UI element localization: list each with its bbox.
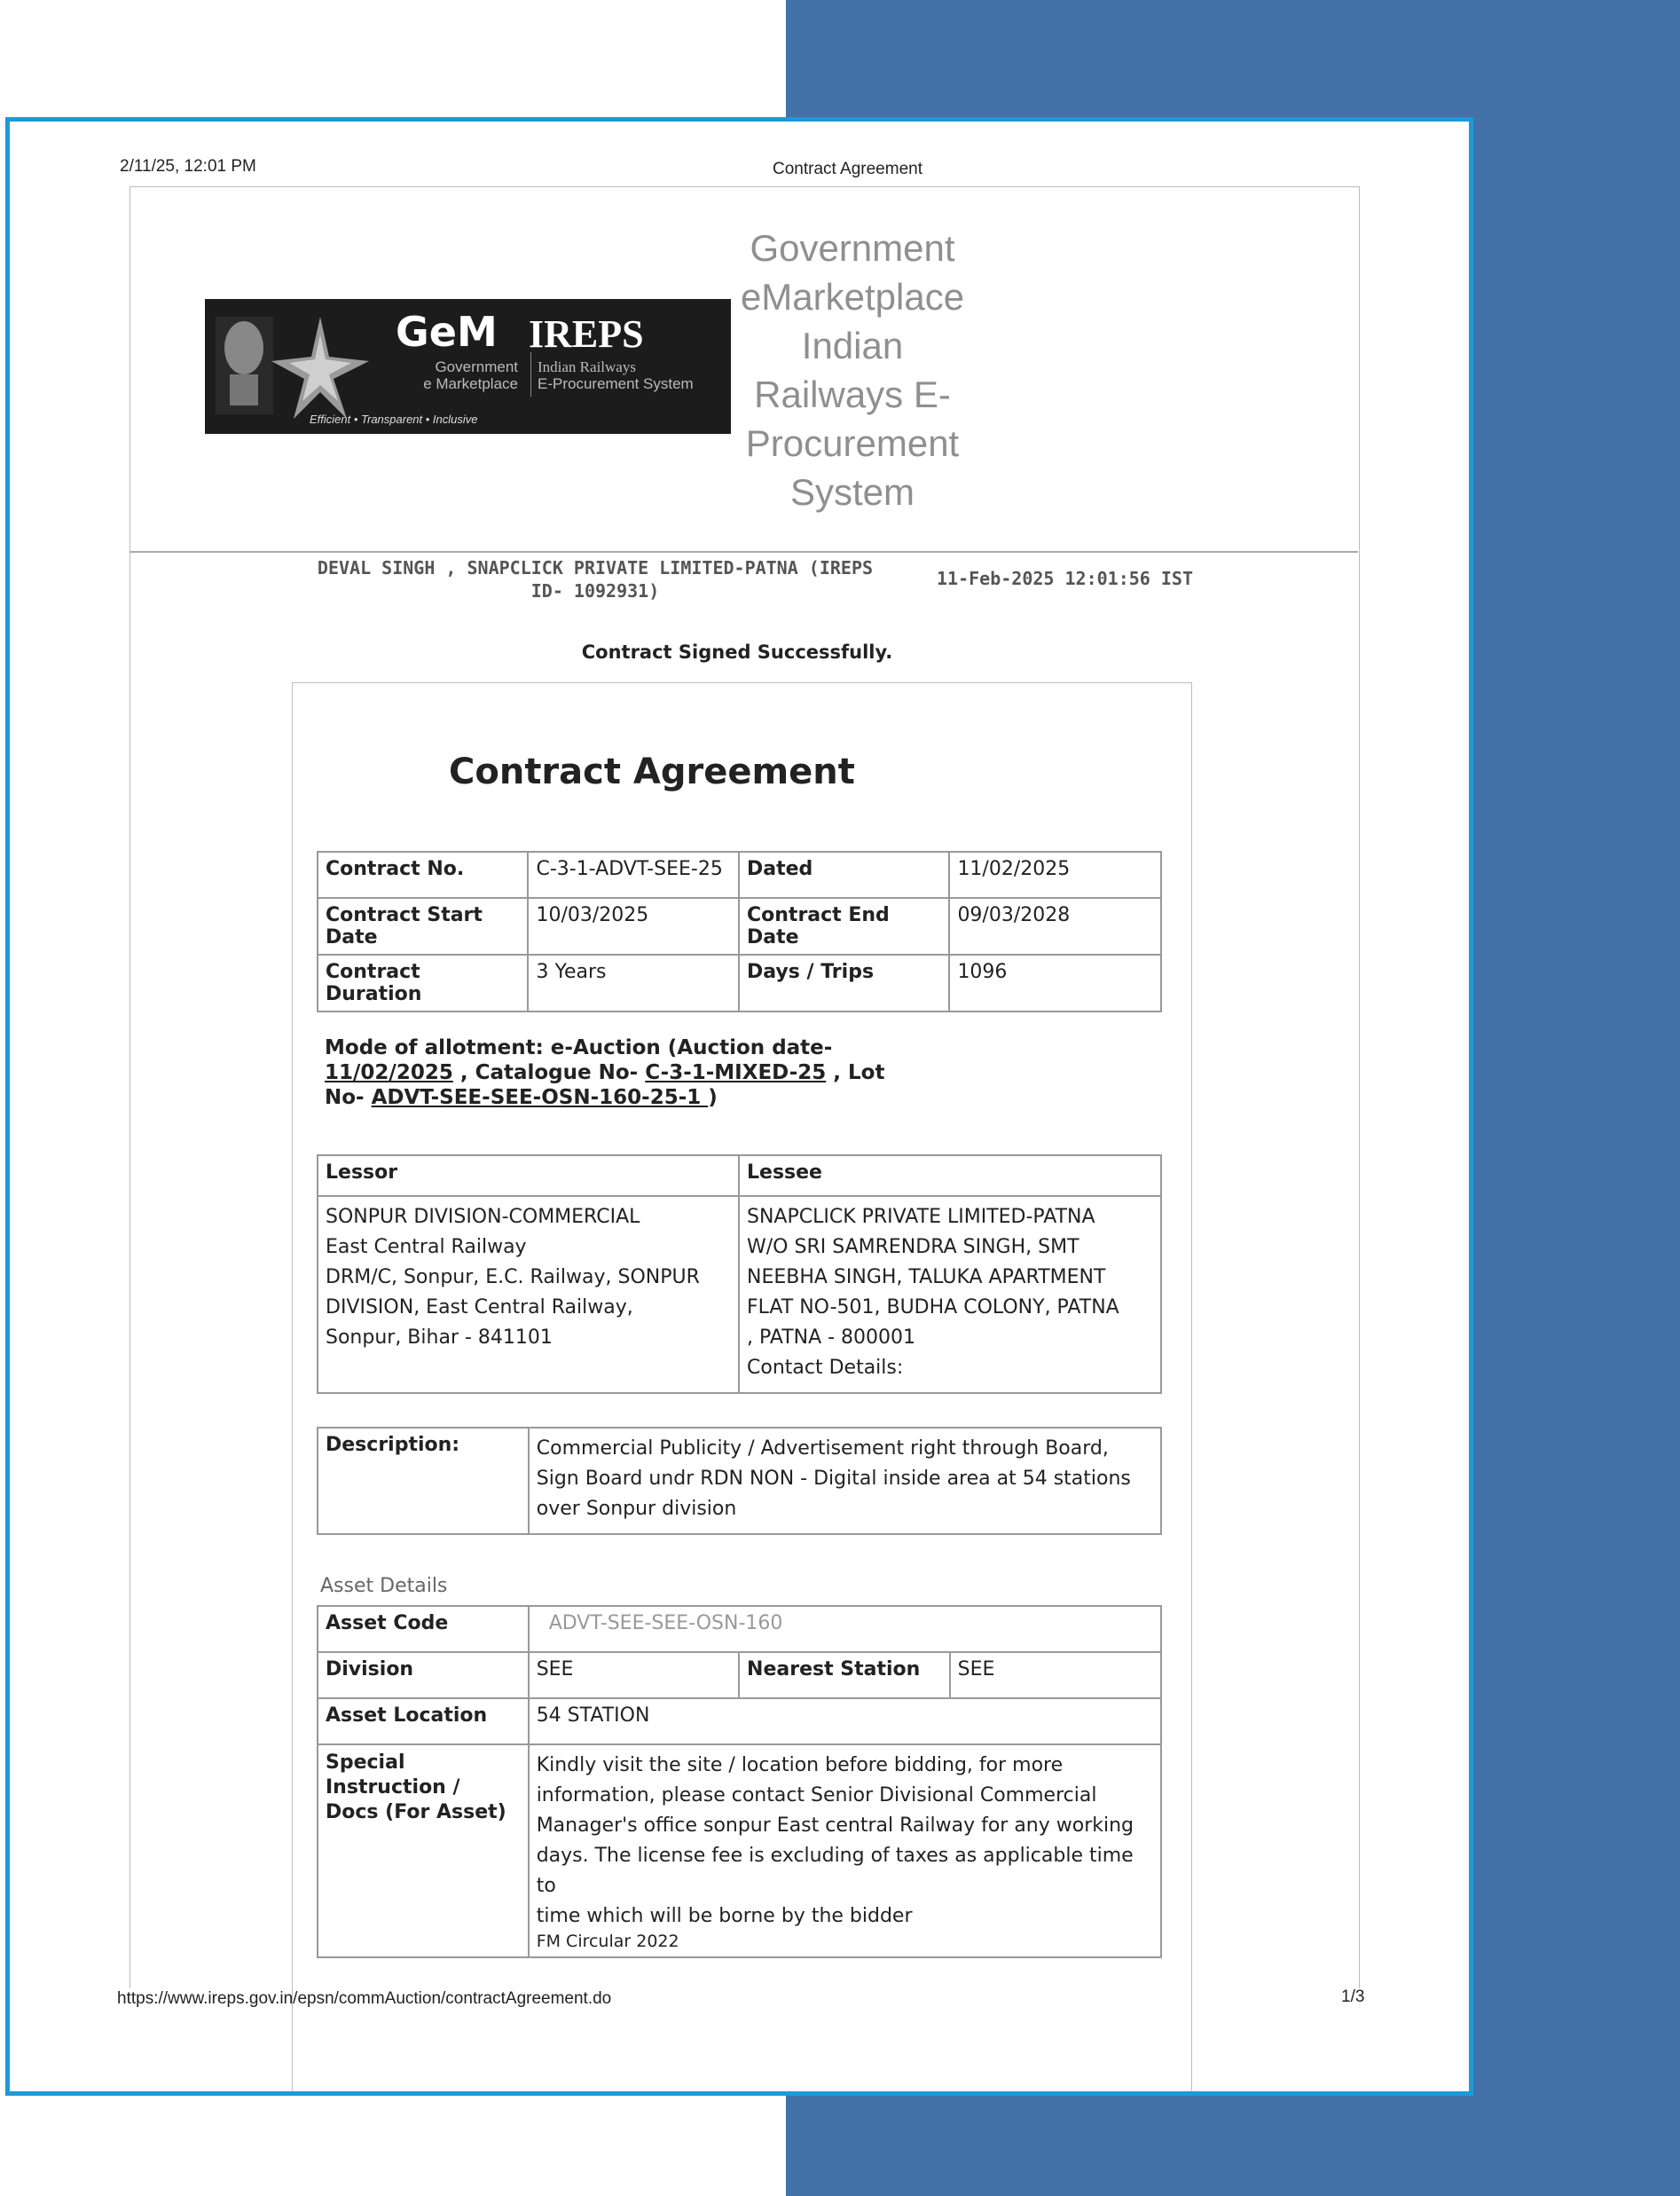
- mode-text: Mode of allotment: e-Auction (Auction date-: [325, 1036, 833, 1059]
- alt-line: eMarketplace: [740, 276, 965, 318]
- ireps-subtitle: [538, 358, 694, 392]
- description-value: [529, 1428, 1161, 1534]
- asset-location-label: Asset Location: [318, 1698, 529, 1744]
- table-row: [318, 1606, 1161, 1652]
- address-line: FLAT NO-501, BUDHA COLONY, PATNA: [747, 1296, 1119, 1318]
- gem-ireps-logo: [205, 299, 731, 434]
- ireps-sub-line1: Indian Railways: [538, 358, 636, 375]
- label-line: Docs (For Asset): [326, 1801, 506, 1823]
- table-row: [318, 898, 1161, 955]
- table-row: [318, 1698, 1161, 1744]
- lot-link[interactable]: ADVT-SEE-SEE-OSN-160-25-1: [371, 1086, 709, 1109]
- alt-line: Government: [750, 227, 955, 269]
- asset-location-value: 54 STATION: [529, 1698, 1161, 1744]
- instruction-line: days. The license fee is excluding of taxes as applicable time to: [536, 1845, 1134, 1897]
- catalogue-link[interactable]: C-3-1-MIXED-25: [645, 1061, 827, 1084]
- dated-value: 11/02/2025: [949, 852, 1161, 898]
- dated-label: Dated: [739, 852, 949, 898]
- start-date-value: 10/03/2025: [528, 898, 739, 955]
- special-instruction-value: [529, 1744, 1161, 1957]
- table-row: [318, 1196, 1161, 1393]
- end-date-value: 09/03/2028: [949, 898, 1161, 955]
- end-date-label: Contract End Date: [739, 898, 949, 955]
- special-instruction-label: [318, 1744, 529, 1957]
- address-line: NEEBHA SINGH, TALUKA APARTMENT: [747, 1266, 1106, 1288]
- label-line: Special Instruction /: [326, 1751, 460, 1799]
- division-value: SEE: [529, 1652, 739, 1698]
- lessee-address: [739, 1196, 1161, 1393]
- asset-table: [317, 1605, 1162, 1958]
- ireps-sub-line2: E-Procurement System: [538, 375, 694, 392]
- asset-code-label: Asset Code: [318, 1606, 529, 1652]
- address-line: DRM/C, Sonpur, E.C. Railway, SONPUR: [326, 1266, 700, 1288]
- instruction-line: time which will be borne by the bidder: [536, 1905, 913, 1927]
- circular-note: FM Circular 2022: [536, 1932, 679, 1951]
- logo-divider: [530, 352, 531, 397]
- address-line: , PATNA - 800001: [747, 1326, 916, 1349]
- division-label: Division: [318, 1652, 529, 1698]
- print-datetime: 2/11/25, 12:01 PM: [120, 157, 256, 176]
- instruction-line: Manager's office sonpur East central Railway for any working: [536, 1814, 1134, 1837]
- instruction-line: information, please contact Senior Divisional Commercial: [536, 1784, 1097, 1806]
- footer-url: https://www.ireps.gov.in/epsn/commAuction/contractAgreement.do: [117, 1989, 612, 2008]
- table-row: [318, 955, 1161, 1011]
- days-label: Days / Trips: [739, 955, 949, 1011]
- table-row: [318, 1155, 1161, 1196]
- nearest-station-label: Nearest Station: [739, 1652, 950, 1698]
- description-line: Commercial Publicity / Advertisement right through Board,: [536, 1437, 1109, 1460]
- address-line: East Central Railway: [326, 1236, 527, 1258]
- contract-no-label: Contract No.: [318, 852, 528, 898]
- alt-line: Indian: [801, 325, 904, 366]
- header-divider: [130, 551, 1358, 553]
- contract-no-value: C-3-1-ADVT-SEE-25: [528, 852, 739, 898]
- document-page: [5, 117, 1473, 2096]
- mode-text: , Catalogue No-: [452, 1061, 646, 1084]
- address-line: Contact Details:: [747, 1357, 904, 1379]
- logo-tagline: Efficient • Transparent • Inclusive: [310, 413, 478, 426]
- description-table: [317, 1427, 1162, 1535]
- user-name-line2: ID- 1092931): [530, 580, 660, 602]
- contract-table: [317, 851, 1162, 1012]
- table-row: [318, 852, 1161, 898]
- description-line: Sign Board undr RDN NON - Digital inside area at 54 stations: [536, 1468, 1131, 1490]
- alt-line: Procurement: [745, 422, 960, 464]
- mode-text: ): [708, 1086, 718, 1109]
- nearest-station-value: SEE: [950, 1652, 1161, 1698]
- asset-code-value: ADVT-SEE-SEE-OSN-160: [529, 1606, 1161, 1652]
- alt-line: System: [789, 471, 915, 513]
- ireps-wordmark: IREPS: [529, 312, 644, 356]
- days-value: 1096: [949, 955, 1161, 1011]
- mode-text: , Lot: [826, 1061, 885, 1084]
- ireps-dot: [530, 311, 537, 315]
- start-date-label: Contract Start Date: [318, 898, 528, 955]
- address-line: W/O SRI SAMRENDRA SINGH, SMT: [747, 1236, 1079, 1258]
- mode-text: No-: [325, 1086, 372, 1109]
- gem-wordmark: GeM: [396, 308, 498, 356]
- duration-label: Contract Duration: [318, 955, 528, 1011]
- asset-section-label: Asset Details: [320, 1575, 448, 1597]
- gem-sub-line2: e Marketplace: [423, 375, 518, 392]
- logo-alt-text: [719, 224, 985, 516]
- gem-subtitle: [394, 358, 518, 392]
- table-row: [318, 1652, 1161, 1698]
- gem-sub-line1: Government: [435, 358, 518, 375]
- duration-value: 3 Years: [528, 955, 739, 1011]
- parties-table: [317, 1154, 1162, 1394]
- signed-timestamp: 11-Feb-2025 12:01:56 IST: [937, 568, 1193, 589]
- address-line: SNAPCLICK PRIVATE LIMITED-PATNA: [747, 1206, 1095, 1228]
- table-row: [318, 1428, 1161, 1534]
- auction-date: 11/02/2025: [325, 1061, 453, 1084]
- user-name-line1: DEVAL SINGH , SNAPCLICK PRIVATE LIMITED-PATNA (IREPS: [317, 557, 874, 579]
- table-row: [318, 1744, 1161, 1957]
- print-title: Contract Agreement: [773, 160, 922, 178]
- allotment-mode: [325, 1035, 999, 1110]
- instruction-line: Kindly visit the site / location before bidding, for more: [536, 1754, 1064, 1776]
- user-info: [249, 556, 941, 602]
- description-label: Description:: [318, 1428, 529, 1534]
- lessee-label: Lessee: [739, 1155, 1161, 1196]
- status-message: Contract Signed Successfully.: [581, 641, 893, 663]
- address-line: Sonpur, Bihar - 841101: [326, 1326, 553, 1349]
- address-line: SONPUR DIVISION-COMMERCIAL: [326, 1206, 640, 1228]
- page-number: 1/3: [1341, 1987, 1365, 2006]
- doc-title: Contract Agreement: [449, 752, 855, 792]
- description-line: over Sonpur division: [536, 1498, 737, 1520]
- lessor-address: [318, 1196, 739, 1393]
- alt-line: Railways E-: [754, 374, 951, 415]
- address-line: DIVISION, East Central Railway,: [326, 1296, 633, 1318]
- lessor-label: Lessor: [318, 1155, 739, 1196]
